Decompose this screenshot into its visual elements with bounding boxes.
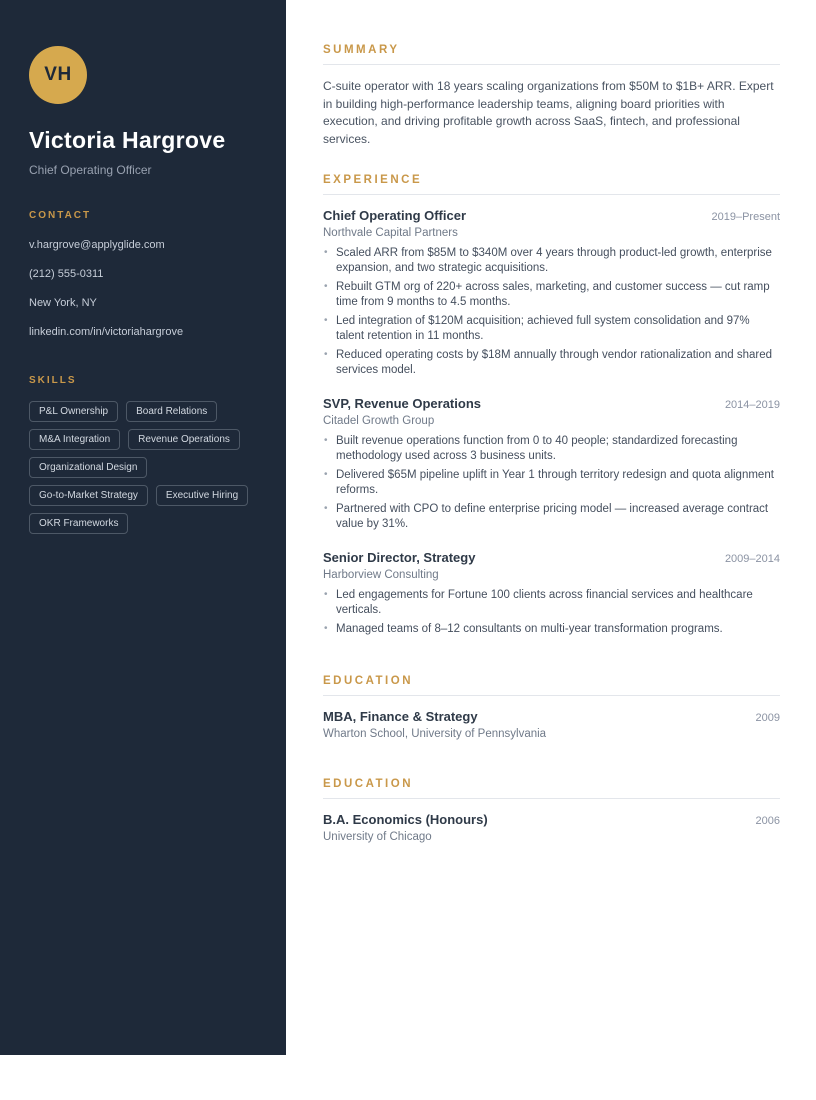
contact-list bbox=[29, 235, 272, 342]
contact-item: linkedin.com/in/victoriahargrove bbox=[29, 325, 184, 338]
summary-heading: SUMMARY bbox=[323, 44, 400, 56]
job-entry bbox=[323, 396, 780, 531]
section-divider bbox=[323, 798, 780, 799]
resume-main bbox=[286, 0, 816, 843]
education-section bbox=[323, 675, 780, 740]
section-divider bbox=[323, 64, 780, 65]
experience-section bbox=[323, 174, 780, 637]
job-bullet: • Rebuilt GTM org of 220+ across sales, marketing, and customer success — cut ramp time from 9 months to 4.5 months. bbox=[323, 280, 780, 309]
job-bullets bbox=[323, 434, 780, 531]
job-bullet: • Built revenue operations function from 0 to 40 people; standardized forecasting methodology used across 3 business units. bbox=[323, 434, 780, 463]
degree-year: 2006 bbox=[755, 814, 780, 827]
skill-tag: Executive Hiring bbox=[156, 485, 248, 506]
education-heading: EDUCATION bbox=[323, 777, 414, 790]
job-bullet: • Reduced operating costs by $18M annually through vendor rationalization and shared services model. bbox=[323, 348, 780, 377]
job-company: Citadel Growth Group bbox=[323, 415, 435, 427]
job-dates: 2019–Present bbox=[711, 211, 780, 223]
sidebar bbox=[0, 0, 286, 1055]
job-entry bbox=[323, 550, 780, 637]
education-header-row bbox=[323, 812, 780, 827]
job-bullets bbox=[323, 588, 780, 637]
job-title: Senior Director, Strategy bbox=[323, 550, 476, 565]
job-bullet: • Led engagements for Fortune 100 clients across financial services and healthcare verticals. bbox=[323, 588, 780, 617]
skill-tag: Revenue Operations bbox=[128, 429, 240, 450]
job-header-row bbox=[323, 550, 780, 565]
contact-heading: CONTACT bbox=[29, 210, 92, 221]
skills-heading: SKILLS bbox=[29, 375, 77, 386]
contact-item: (212) 555-0311 bbox=[29, 267, 104, 280]
job-bullet: • Delivered $65M pipeline uplift in Year 1 through territory redesign and quota alignment reforms. bbox=[323, 468, 780, 497]
contact-item: New York, NY bbox=[29, 296, 97, 309]
job-bullet: • Partnered with CPO to define enterprise pricing model — increased average contract value by 31%. bbox=[323, 502, 780, 531]
job-bullet: • Managed teams of 8–12 consultants on multi-year transformation programs. bbox=[323, 622, 780, 637]
skills-list bbox=[29, 401, 267, 534]
job-bullet: • Scaled ARR from $85M to $340M over 4 years through product-led growth, enterprise expansion, and two strategic acquisitions. bbox=[323, 246, 780, 275]
degree-school: Wharton School, University of Pennsylvania bbox=[323, 727, 547, 740]
section-divider bbox=[323, 194, 780, 195]
skill-tag: Organizational Design bbox=[29, 457, 147, 478]
jobs-list bbox=[323, 208, 780, 637]
skill-tag: M&A Integration bbox=[29, 429, 120, 450]
job-company: Northvale Capital Partners bbox=[323, 227, 458, 239]
avatar-initials: VH bbox=[44, 64, 72, 85]
experience-heading: EXPERIENCE bbox=[323, 174, 423, 186]
person-name: Victoria Hargrove bbox=[29, 127, 226, 153]
degree-title: B.A. Economics (Honours) bbox=[323, 811, 488, 827]
skill-tag: Go-to-Market Strategy bbox=[29, 485, 148, 506]
job-company: Harborview Consulting bbox=[323, 569, 439, 581]
education-sections bbox=[323, 675, 780, 843]
skill-tag: P&L Ownership bbox=[29, 401, 118, 422]
job-header-row bbox=[323, 396, 780, 411]
summary-section bbox=[323, 44, 780, 148]
job-bullet: • Led integration of $120M acquisition; achieved full system consolidation and 97% talent retention in 11 months. bbox=[323, 314, 780, 343]
person-job-title: Chief Operating Officer bbox=[29, 163, 152, 177]
job-entry bbox=[323, 208, 780, 377]
skill-tag: Board Relations bbox=[126, 401, 217, 422]
degree-school: University of Chicago bbox=[323, 830, 432, 843]
education-header-row bbox=[323, 709, 780, 724]
degree-year: 2009 bbox=[755, 711, 780, 724]
skill-tag: OKR Frameworks bbox=[29, 513, 128, 534]
degree-title: MBA, Finance & Strategy bbox=[323, 708, 478, 724]
education-section bbox=[323, 778, 780, 843]
job-bullets bbox=[323, 246, 780, 377]
summary-text: C-suite operator with 18 years scaling organizations from $50M to $1B+ ARR. Expert in building high-performance leadership teams, aligning board priorities with execution, and driving profitable growth across SaaS, fintech, and professional services. bbox=[323, 79, 774, 146]
job-title: SVP, Revenue Operations bbox=[323, 396, 481, 411]
job-title: Chief Operating Officer bbox=[323, 208, 467, 223]
contact-item: v.hargrove@applyglide.com bbox=[29, 238, 165, 251]
job-header-row bbox=[323, 208, 780, 223]
job-dates: 2009–2014 bbox=[724, 553, 780, 565]
job-dates: 2014–2019 bbox=[724, 399, 780, 411]
education-heading: EDUCATION bbox=[323, 674, 414, 687]
section-divider bbox=[323, 695, 780, 696]
avatar bbox=[29, 46, 87, 104]
